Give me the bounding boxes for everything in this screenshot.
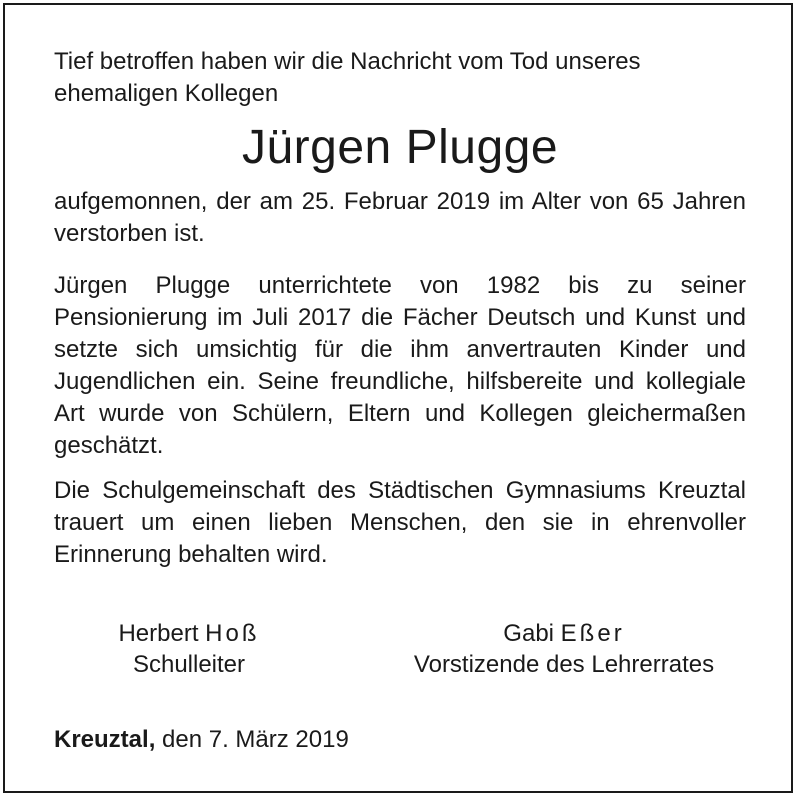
intro-text: Tief betroffen haben wir die Nachricht vom Tod unseres ehemaligen Kollegen: [54, 48, 641, 107]
biography-text: Jürgen Plugge unterrichtete von 1982 bis zu seiner Pensionierung im Juli 2017 die Fächer Deutsch und Kunst und setzte sich umsichtig für die ihm anvertrauten Kinder und Jugendlichen ein. Seine freundliche, hilfsbereite und kollegiale Art wurde von Schülern, Eltern und Kollegen gleichermaßen geschätzt.: [54, 272, 746, 459]
death-text: aufgemonnen, der am 25. Februar 2019 im Alter von 65 Jahren verstorben ist.: [54, 188, 746, 247]
date: den 7. März 2019: [162, 726, 349, 753]
notice-body: [54, 46, 746, 571]
signer-name: Herbert Hoß: [118, 620, 260, 647]
place: Kreuztal,: [54, 726, 156, 753]
deceased-name: Jürgen Plugge: [241, 121, 559, 174]
signature-left: [84, 618, 294, 680]
signer-role: Vorstizende des Lehrerrates: [413, 651, 715, 678]
closing-text: Die Schulgemeinschaft des Städtischen Gymnasiums Kreuztal trauert um einen lieben Menschen, den sie in ehrenvoller Erinnerung behalten wird.: [54, 477, 746, 568]
signer-role: Schulleiter: [132, 651, 246, 678]
signature-right: [384, 618, 744, 680]
signer-name: Gabi Eßer: [503, 620, 625, 647]
place-date-line: [54, 724, 349, 756]
